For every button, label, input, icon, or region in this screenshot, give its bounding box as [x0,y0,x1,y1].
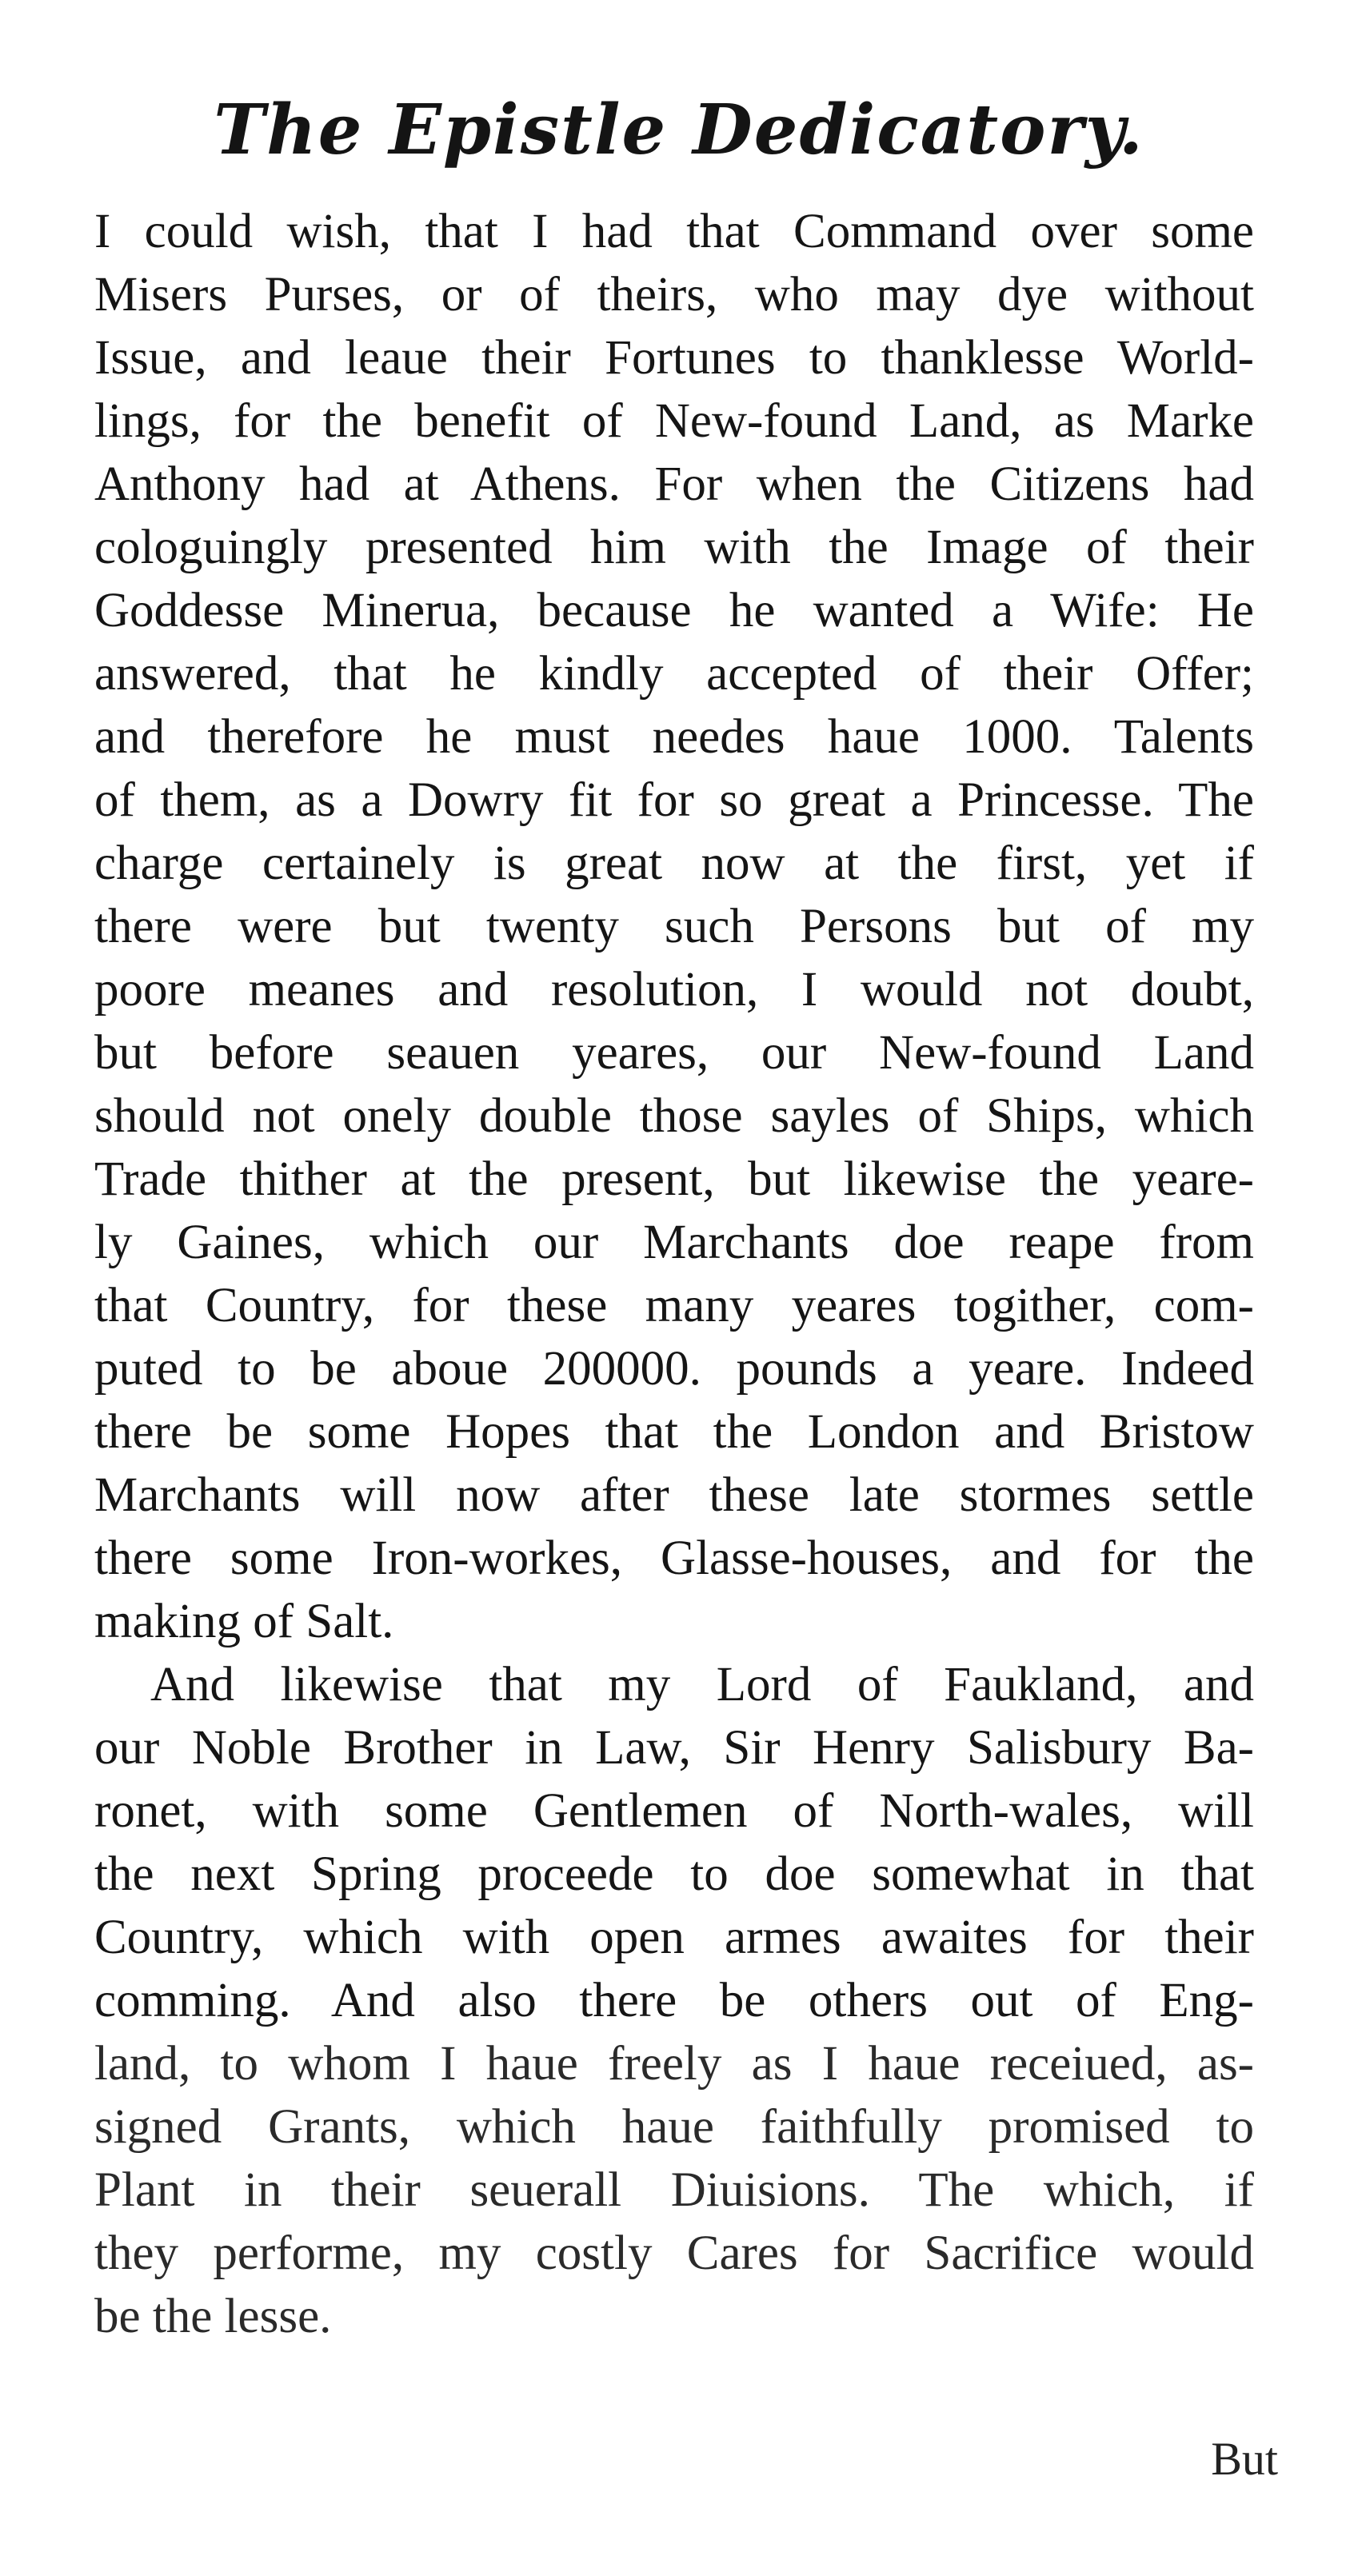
text-line: I could wish, that I had that Command over some [94,205,1254,258]
text-line: of them, as a Dowry fit for so great a Princesse. The [94,773,1254,827]
text-line: comming. And also there be others out of Eng- [94,1974,1254,2027]
text-line: Trade thither at the present, but likewise the yeare- [94,1152,1254,1206]
text-line: there were but twenty such Persons but of my [94,900,1254,953]
text-line: cologuingly presented him with the Image of their [94,521,1254,574]
text-line: there be some Hopes that the London and Bristow [94,1405,1254,1459]
paragraph-end-line: making of Salt. [94,1595,394,1648]
paragraph-end-line: be the lesse. [94,2290,332,2343]
text-line: lings, for the benefit of New-found Land, as Marke [94,394,1254,448]
text-line: ronet, with some Gentlemen of North-wales, will [94,1784,1254,1838]
text-line: charge certainely is great now at the first, yet if [94,837,1254,890]
text-line: and therefore he must needes haue 1000. Talents [94,710,1254,764]
text-line: they performe, my costly Cares for Sacrifice would [94,2227,1254,2280]
text-line: Marchants will now after these late stormes settle [94,1468,1254,1522]
text-line: poore meanes and resolution, I would not doubt, [94,963,1254,1016]
text-line: there some Iron-workes, Glasse-houses, and for the [94,1532,1254,1585]
text-line: should not onely double those sayles of Ships, which [94,1089,1254,1143]
text-line: but before seauen yeares, our New-found Land [94,1026,1254,1080]
text-line: that Country, for these many yeares togither, com- [94,1279,1254,1332]
catchword: But [1211,2433,1278,2485]
text-line: the next Spring proceede to doe somewhat in that [94,1847,1254,1901]
text-line: Goddesse Minerua, because he wanted a Wife: He [94,584,1254,637]
text-line: Country, which with open armes awaites for their [94,1911,1254,1964]
text-line: Plant in their seuerall Diuisions. The which, if [94,2163,1254,2217]
text-line: Issue, and leaue their Fortunes to thanklesse World- [94,331,1254,385]
text-line: signed Grants, which haue faithfully promised to [94,2100,1254,2154]
body-text [94,200,1254,2348]
text-line: answered, that he kindly accepted of their Offer; [94,647,1254,701]
text-line: our Noble Brother in Law, Sir Henry Salisbury Ba- [94,1721,1254,1775]
paragraph-start-line: And likewise that my Lord of Faukland, and [150,1658,1254,1711]
text-line: puted to be aboue 200000. pounds a yeare. Indeed [94,1342,1254,1396]
text-line: land, to whom I haue freely as I haue receiued, as- [94,2037,1254,2091]
running-head: The Epistle Dedicatory. [214,90,1144,170]
text-line: ly Gaines, which our Marchants doe reape from [94,1216,1254,1269]
text-line: Anthony had at Athens. For when the Citizens had [94,457,1254,511]
text-line: Misers Purses, or of theirs, who may dye without [94,268,1254,322]
